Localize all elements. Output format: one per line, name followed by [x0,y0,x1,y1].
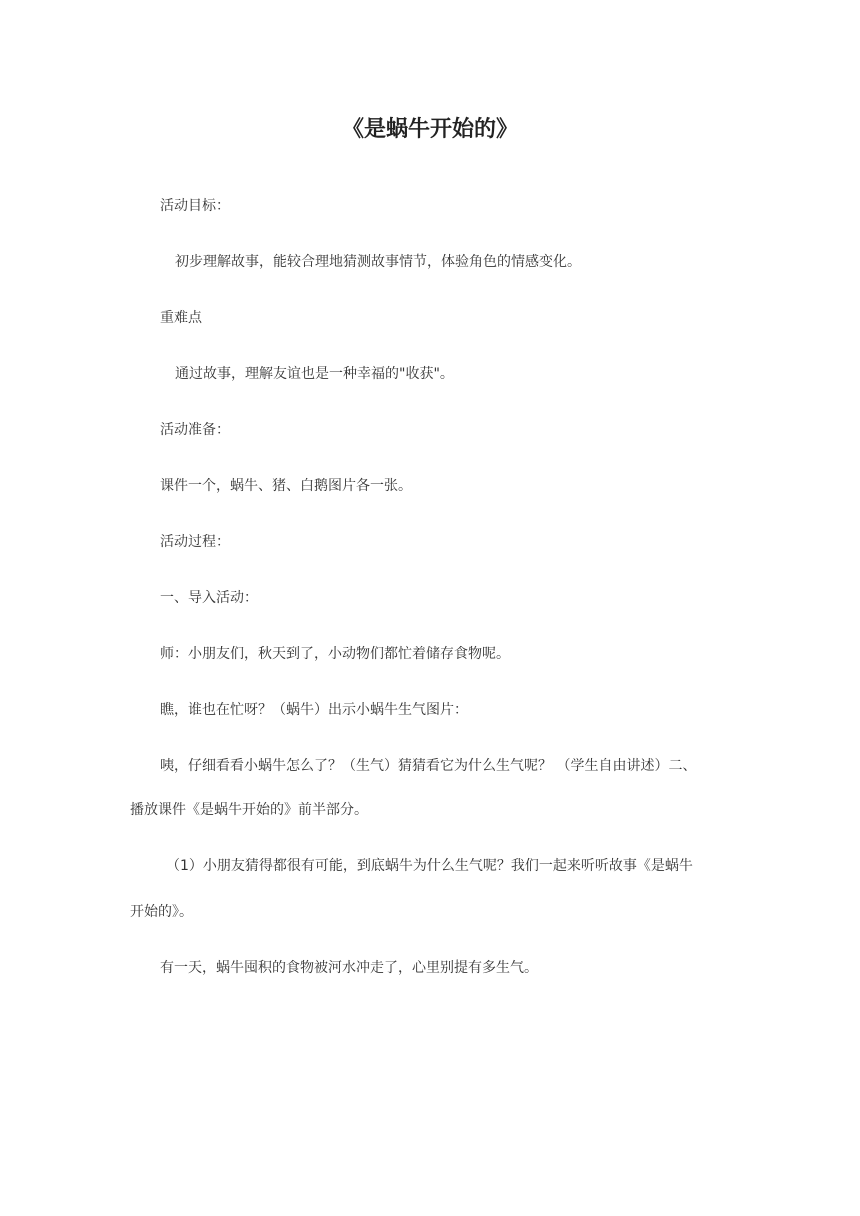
paragraph-activity-goal-heading: 活动目标： [160,198,230,214]
paragraph-preparation-heading: 活动准备： [160,422,230,438]
paragraph-guess-story: （1）小朋友猜得都很有可能，到底蜗牛为什么生气呢？我们一起来听听故事《是蜗牛 [166,858,693,874]
paragraph-process-heading: 活动过程： [160,534,230,550]
paragraph-who-busy: 瞧，谁也在忙呀？（蜗牛）出示小蜗牛生气图片： [160,702,468,718]
paragraph-guess-story-continued: 开始的》。 [130,904,193,920]
paragraph-look-closely-continued: 播放课件《是蜗牛开始的》前半部分。 [130,802,368,818]
document-title: 《是蜗牛开始的》 [341,117,518,142]
paragraph-activity-goal: 初步理解故事，能较合理地猜测故事情节，体验角色的情感变化。 [175,254,581,270]
paragraph-section-one: 一、导入活动： [160,590,258,606]
paragraph-key-points-heading: 重难点 [160,310,202,326]
paragraph-story-start: 有一天，蜗牛囤积的食物被河水冲走了，心里别提有多生气。 [160,960,538,976]
paragraph-look-closely: 咦，仔细看看小蜗牛怎么了？（生气）猜猜看它为什么生气呢？ （学生自由讲述）二、 [160,758,697,774]
paragraph-teacher-intro: 师：小朋友们，秋天到了，小动物们都忙着储存食物呢。 [160,646,510,662]
paragraph-preparation: 课件一个，蜗牛、猪、白鹅图片各一张。 [160,478,412,494]
paragraph-key-points: 通过故事，理解友谊也是一种幸福的"收获"。 [175,366,454,382]
